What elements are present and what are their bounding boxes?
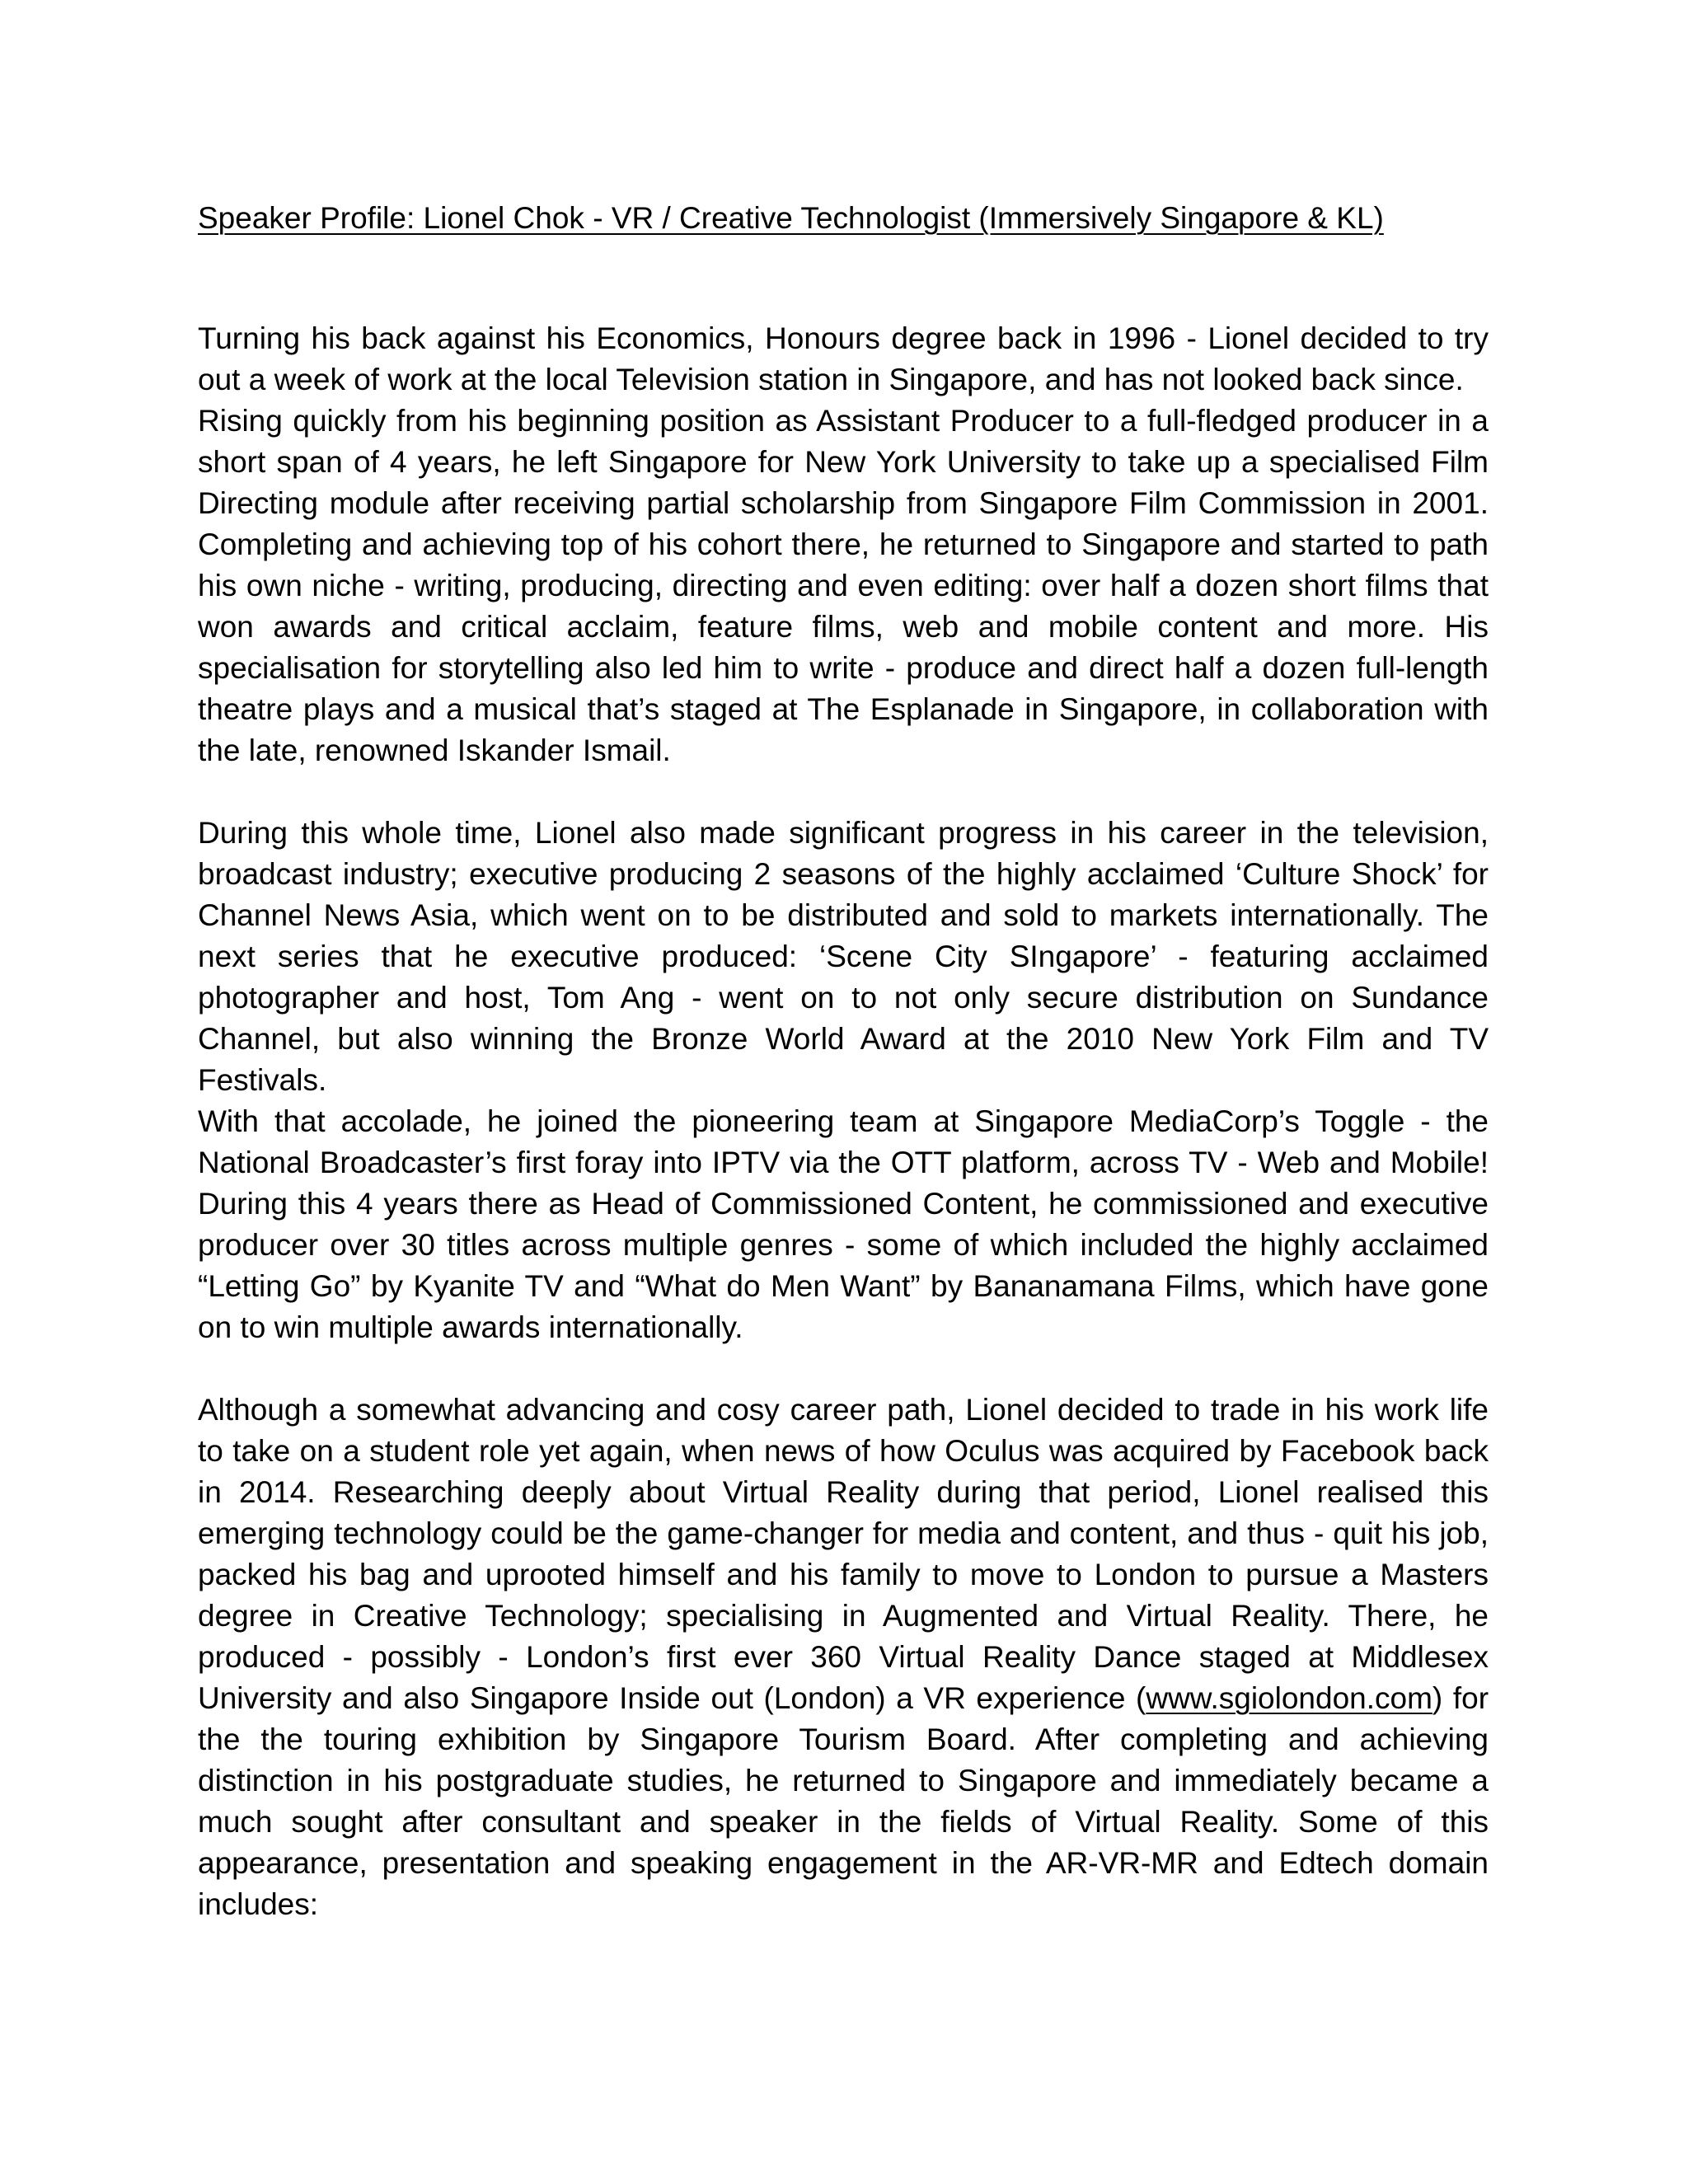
- paragraph-early-career: Turning his back against his Economics, Honours degree back in 1996 - Lionel decided to try out a week of work at the local Television station in Singapore, and has not looked back since.: [198, 321, 1489, 396]
- paragraph-producer-career: Rising quickly from his beginning position as Assistant Producer to a full-fledged producer in a short span of 4 years, he left Singapore for New York University to take up a specialised Film Directing module after receiving partial scholarship from Singapore Film Commission in 2001. Completing and achieving top of his cohort there, he returned to Singapore and started to path his own niche - writing, producing, directing and even editing: over half a dozen short films that won awards and critical acclaim, feature films, web and mobile content and more. His specialisation for storytelling also led him to write - produce and direct half a dozen full-length theatre plays and a musical that’s staged at The Esplanade in Singapore, in collaboration with the late, renowned Iskander Ismail.: [198, 404, 1489, 767]
- page-title: Speaker Profile: Lionel Chok - VR / Creative Technologist (Immersively Singapore & KL): [198, 201, 1384, 235]
- paragraph-toggle-career: With that accolade, he joined the pioneering team at Singapore MediaCorp’s Toggle - the National Broadcaster’s first foray into IPTV via the OTT platform, across TV - Web and Mobile! During this 4 years there as Head of Commissioned Content, he commissioned and executive producer over 30 titles across multiple genres - some of which included the highly acclaimed “Letting Go” by Kyanite TV and “What do Men Want” by Bananamana Films, which have gone on to win multiple awards internationally.: [198, 1104, 1489, 1344]
- sgiolondon-link[interactable]: www.sgiolondon.com: [1146, 1681, 1432, 1715]
- paragraph-spacer: [198, 771, 1489, 813]
- paragraph-text-before-link: Although a somewhat advancing and cosy career path, Lionel decided to trade in his work life to take on a student role yet again, when news of how Oculus was acquired by Facebook back in 2014. Researching deeply about Virtual Reality during that period, Lionel realised this emerging technology could be the game-changer for media and content, and thus - quit his job, packed his bag and uprooted himself and his family to move to London to pursue a Masters degree in Creative Technology; specialising in Augmented and Virtual Reality. There, he produced - possibly - London’s first ever 360 Virtual Reality Dance staged at Middlesex University and also Singapore Inside out (London) a VR experience (: [198, 1393, 1489, 1715]
- paragraph-text-after-link: ) for the the touring exhibition by Singapore Tourism Board. After completing and achieving distinction in his postgraduate studies, he returned to Singapore and immediately became a much sought after consultant and speaker in the fields of Virtual Reality. Some of this appearance, presentation and speaking engagement in the AR-VR-MR and Edtech domain includes:: [198, 1681, 1489, 1921]
- paragraph-spacer: [198, 1348, 1489, 1390]
- document-body: [198, 318, 1489, 1925]
- paragraph-television-career: During this whole time, Lionel also made significant progress in his career in the television, broadcast industry; executive producing 2 seasons of the highly acclaimed ‘Culture Shock’ for Channel News Asia, which went on to be distributed and sold to markets internationally. The next series that he executive produced: ‘Scene City SIngapore’ - featuring acclaimed photographer and host, Tom Ang - went on to not only secure distribution on Sundance Channel, but also winning the Bronze World Award at the 2010 New York Film and TV Festivals.: [198, 816, 1489, 1097]
- paragraph-virtual-reality-career: [198, 1390, 1489, 1925]
